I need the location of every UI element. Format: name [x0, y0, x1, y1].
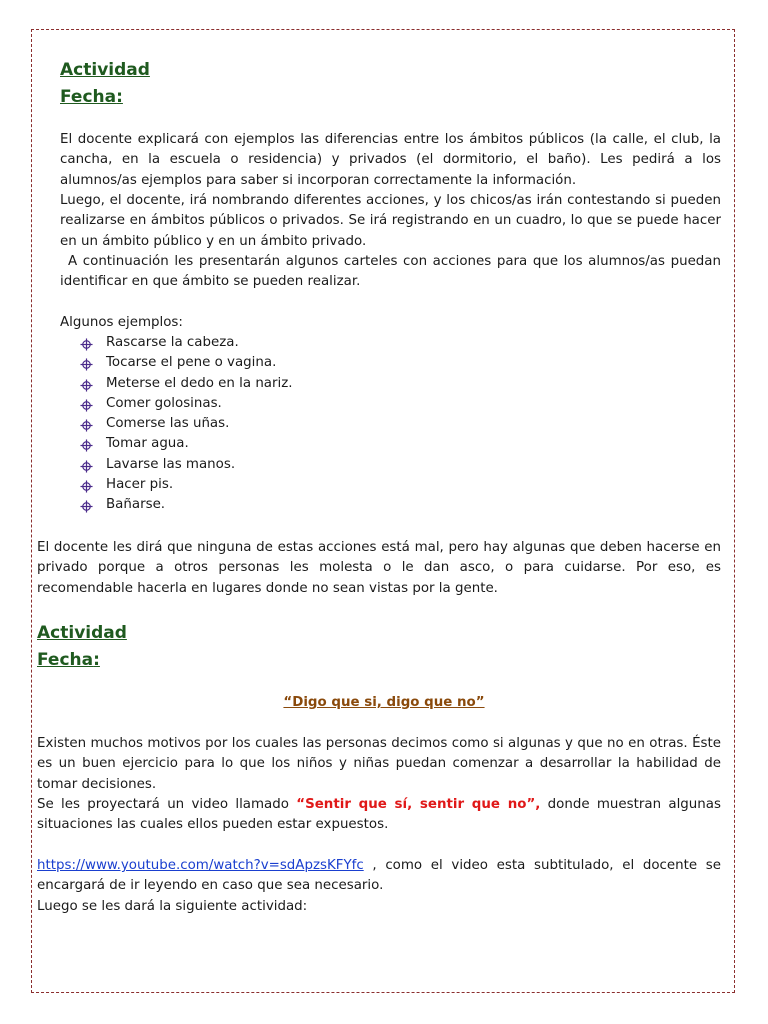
- activity-heading-1: [60, 57, 150, 84]
- paragraph-video: [37, 795, 721, 836]
- list-item: [80, 374, 293, 394]
- crosshair-bullet-icon: [80, 500, 93, 513]
- list-item-text: Hacer pis.: [106, 477, 174, 493]
- date-heading-1: [60, 84, 123, 111]
- list-item-text: Tomar agua.: [106, 436, 189, 452]
- crosshair-bullet-icon: [80, 399, 93, 412]
- closing-paragraph: El docente les dirá que ninguna de estas acciones está mal, pero hay algunas que deben hacerse en privado porque a otros personas les molesta o le dan asco, o para cuidarse. Por eso, es recomendable hacerla en lugares donde no sean vistas por la gente.: [37, 540, 721, 596]
- video-intro-text: Se les proyectará un video llamado: [37, 797, 289, 812]
- crosshair-bullet-icon: [80, 480, 93, 493]
- list-item: [80, 414, 293, 434]
- activity-title: Actividad: [37, 623, 127, 643]
- examples-label: Algunos ejemplos:: [60, 315, 183, 330]
- date-colon: :: [93, 650, 100, 670]
- video-title: “Sentir que sí, sentir que no”,: [296, 797, 541, 812]
- link-after-text: , como el video esta subtitulado, el docente se encargará de ir leyendo en caso que sea necesario.: [37, 858, 721, 894]
- date-label: Fecha: [60, 87, 117, 107]
- youtube-link[interactable]: https://www.youtube.com/watch?v=sdApzsKFYfc: [37, 858, 364, 873]
- paragraph-link: [37, 856, 721, 897]
- list-item-text: Comer golosinas.: [106, 395, 222, 411]
- video-after-text: donde muestran algunas situaciones las cuales ellos pueden estar expuestos.: [37, 797, 721, 833]
- paragraph-3: A continuación les presentarán algunos carteles con acciones para que los alumnos/as puedan identificar en que ámbito se pueden realizar.: [60, 254, 721, 290]
- crosshair-bullet-icon: [80, 338, 93, 351]
- list-item: [80, 495, 293, 515]
- list-item-text: Comerse las uñas.: [106, 416, 230, 432]
- list-item: [80, 333, 293, 353]
- list-item: [80, 455, 293, 475]
- list-item: [80, 353, 293, 373]
- list-item: [80, 434, 293, 454]
- list-item: [80, 475, 293, 495]
- examples-list: [80, 333, 293, 516]
- list-item-text: Rascarse la cabeza.: [106, 335, 239, 350]
- activity-subtitle: “Digo que si, digo que no”: [283, 695, 485, 710]
- crosshair-bullet-icon: [80, 419, 93, 432]
- activity-heading-2: [37, 620, 127, 647]
- last-line: Luego se les dará la siguiente actividad:: [37, 899, 308, 914]
- crosshair-bullet-icon: [80, 379, 93, 392]
- list-item: [80, 394, 293, 414]
- activity-title: Actividad: [60, 60, 150, 80]
- paragraph-1: El docente explicará con ejemplos las diferencias entre los ámbitos públicos (la calle, el club, la cancha, en la escuela o residencia) y privados (el dormitorio, el baño). Les pedirá a los alumnos/as ejemplos para saber si incorporan correctamente la información.: [60, 132, 721, 188]
- list-item-text: Lavarse las manos.: [106, 456, 236, 472]
- crosshair-bullet-icon: [80, 439, 93, 452]
- date-colon: :: [116, 87, 123, 107]
- crosshair-bullet-icon: [80, 460, 93, 473]
- list-item-text: Tocarse el pene o vagina.: [106, 355, 277, 371]
- crosshair-bullet-icon: [80, 358, 93, 371]
- date-heading-2: [37, 647, 100, 674]
- paragraph-2: Luego, el docente, irá nombrando diferentes acciones, y los chicos/as irán contestando si pueden realizarse en ámbitos públicos o privados. Se irá registrando en un cuadro, lo que se puede hacer en un ámbito público y en un ámbito privado.: [60, 193, 721, 249]
- date-label: Fecha: [37, 650, 94, 670]
- list-item-text: Bañarse.: [106, 497, 166, 513]
- list-item-text: Meterse el dedo en la nariz.: [106, 375, 293, 391]
- paragraph-motives: Existen muchos motivos por los cuales las personas decimos como si algunas y que no en otras. Éste es un buen ejercicio para lo que los niños y niñas puedan comenzar a desarrollar la habilidad de tomar decisiones.: [37, 736, 721, 792]
